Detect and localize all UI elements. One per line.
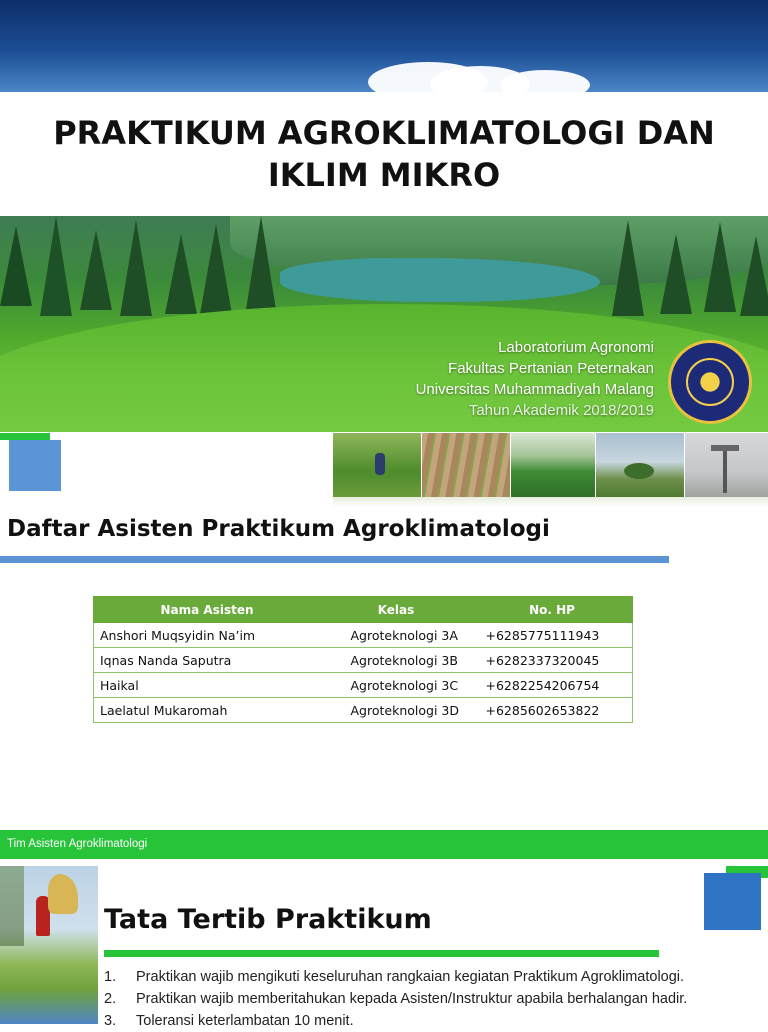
list-item [104, 966, 764, 988]
faculty-name: Fakultas Pertanian Peternakan [448, 360, 654, 377]
university-seal-logo [668, 340, 752, 424]
slide-title [0, 112, 768, 196]
rule-number: 2. [104, 991, 117, 1007]
list-item [104, 988, 764, 1010]
university-name: Universitas Muhammadiyah Malang [415, 381, 654, 398]
rule-number: 3. [104, 1013, 117, 1029]
cell-hp: +6282254206754 [472, 673, 633, 698]
photo-field-worker [333, 433, 421, 497]
section-title: Daftar Asisten Praktikum Agroklimatologi [7, 516, 550, 542]
slide-title-line-1: PRAKTIKUM AGROKLIMATOLOGI DAN [53, 114, 715, 152]
table-row [94, 698, 633, 723]
header-nama: Nama Asisten [94, 597, 321, 623]
photo-dry-soil [422, 433, 510, 497]
header-kelas: Kelas [321, 597, 472, 623]
slide2-title: Tata Tertib Praktikum [104, 904, 432, 935]
cell-kelas: Agroteknologi 3B [321, 648, 472, 673]
rules-list [104, 966, 764, 1032]
blue-accent-square [704, 873, 761, 930]
section-rule [0, 556, 669, 563]
cell-nama: Iqnas Nanda Saputra [94, 648, 321, 673]
cell-hp: +6282337320045 [472, 648, 633, 673]
photo-trees-field [596, 433, 684, 497]
rule-number: 1. [104, 969, 117, 985]
slide2-rule [104, 950, 659, 957]
rule-text: Praktikan wajib memberitahukan kepada Asisten/Instruktur apabila berhalangan hadir. [136, 991, 688, 1007]
table-row [94, 623, 633, 648]
list-item [104, 1010, 764, 1032]
cell-kelas: Agroteknologi 3D [321, 698, 472, 723]
photo-greenhouse [511, 433, 595, 497]
institution-block [416, 337, 654, 421]
cell-nama: Haikal [94, 673, 321, 698]
assistant-table [93, 596, 633, 723]
cell-kelas: Agroteknologi 3C [321, 673, 472, 698]
photo-farmer-harvest [0, 866, 98, 1024]
cell-hp: +6285602653822 [472, 698, 633, 723]
lab-name: Laboratorium Agronomi [498, 339, 654, 356]
table-row [94, 648, 633, 673]
header-hp: No. HP [472, 597, 633, 623]
rule-text: Praktikan wajib mengikuti keseluruhan rangkaian kegiatan Praktikum Agroklimatologi. [136, 969, 685, 985]
cell-nama: Anshori Muqsyidin Na’im [94, 623, 321, 648]
academic-year: Tahun Akademik 2018/2019 [468, 402, 654, 419]
cell-hp: +6285775111943 [472, 623, 633, 648]
sky-banner-image [0, 0, 768, 92]
footer-text: Tim Asisten Agroklimatologi [7, 838, 148, 850]
table-header-row [94, 597, 633, 623]
cell-kelas: Agroteknologi 3A [321, 623, 472, 648]
table-row [94, 673, 633, 698]
green-accent-tab [0, 433, 50, 440]
blue-accent-square [9, 440, 61, 491]
photo-strip-base [333, 497, 768, 507]
photo-weather-station [685, 433, 768, 497]
slide-title-line-2: IKLIM MIKRO [267, 156, 501, 194]
rule-text: Toleransi keterlambatan 10 menit. [136, 1013, 354, 1029]
cell-nama: Laelatul Mukaromah [94, 698, 321, 723]
